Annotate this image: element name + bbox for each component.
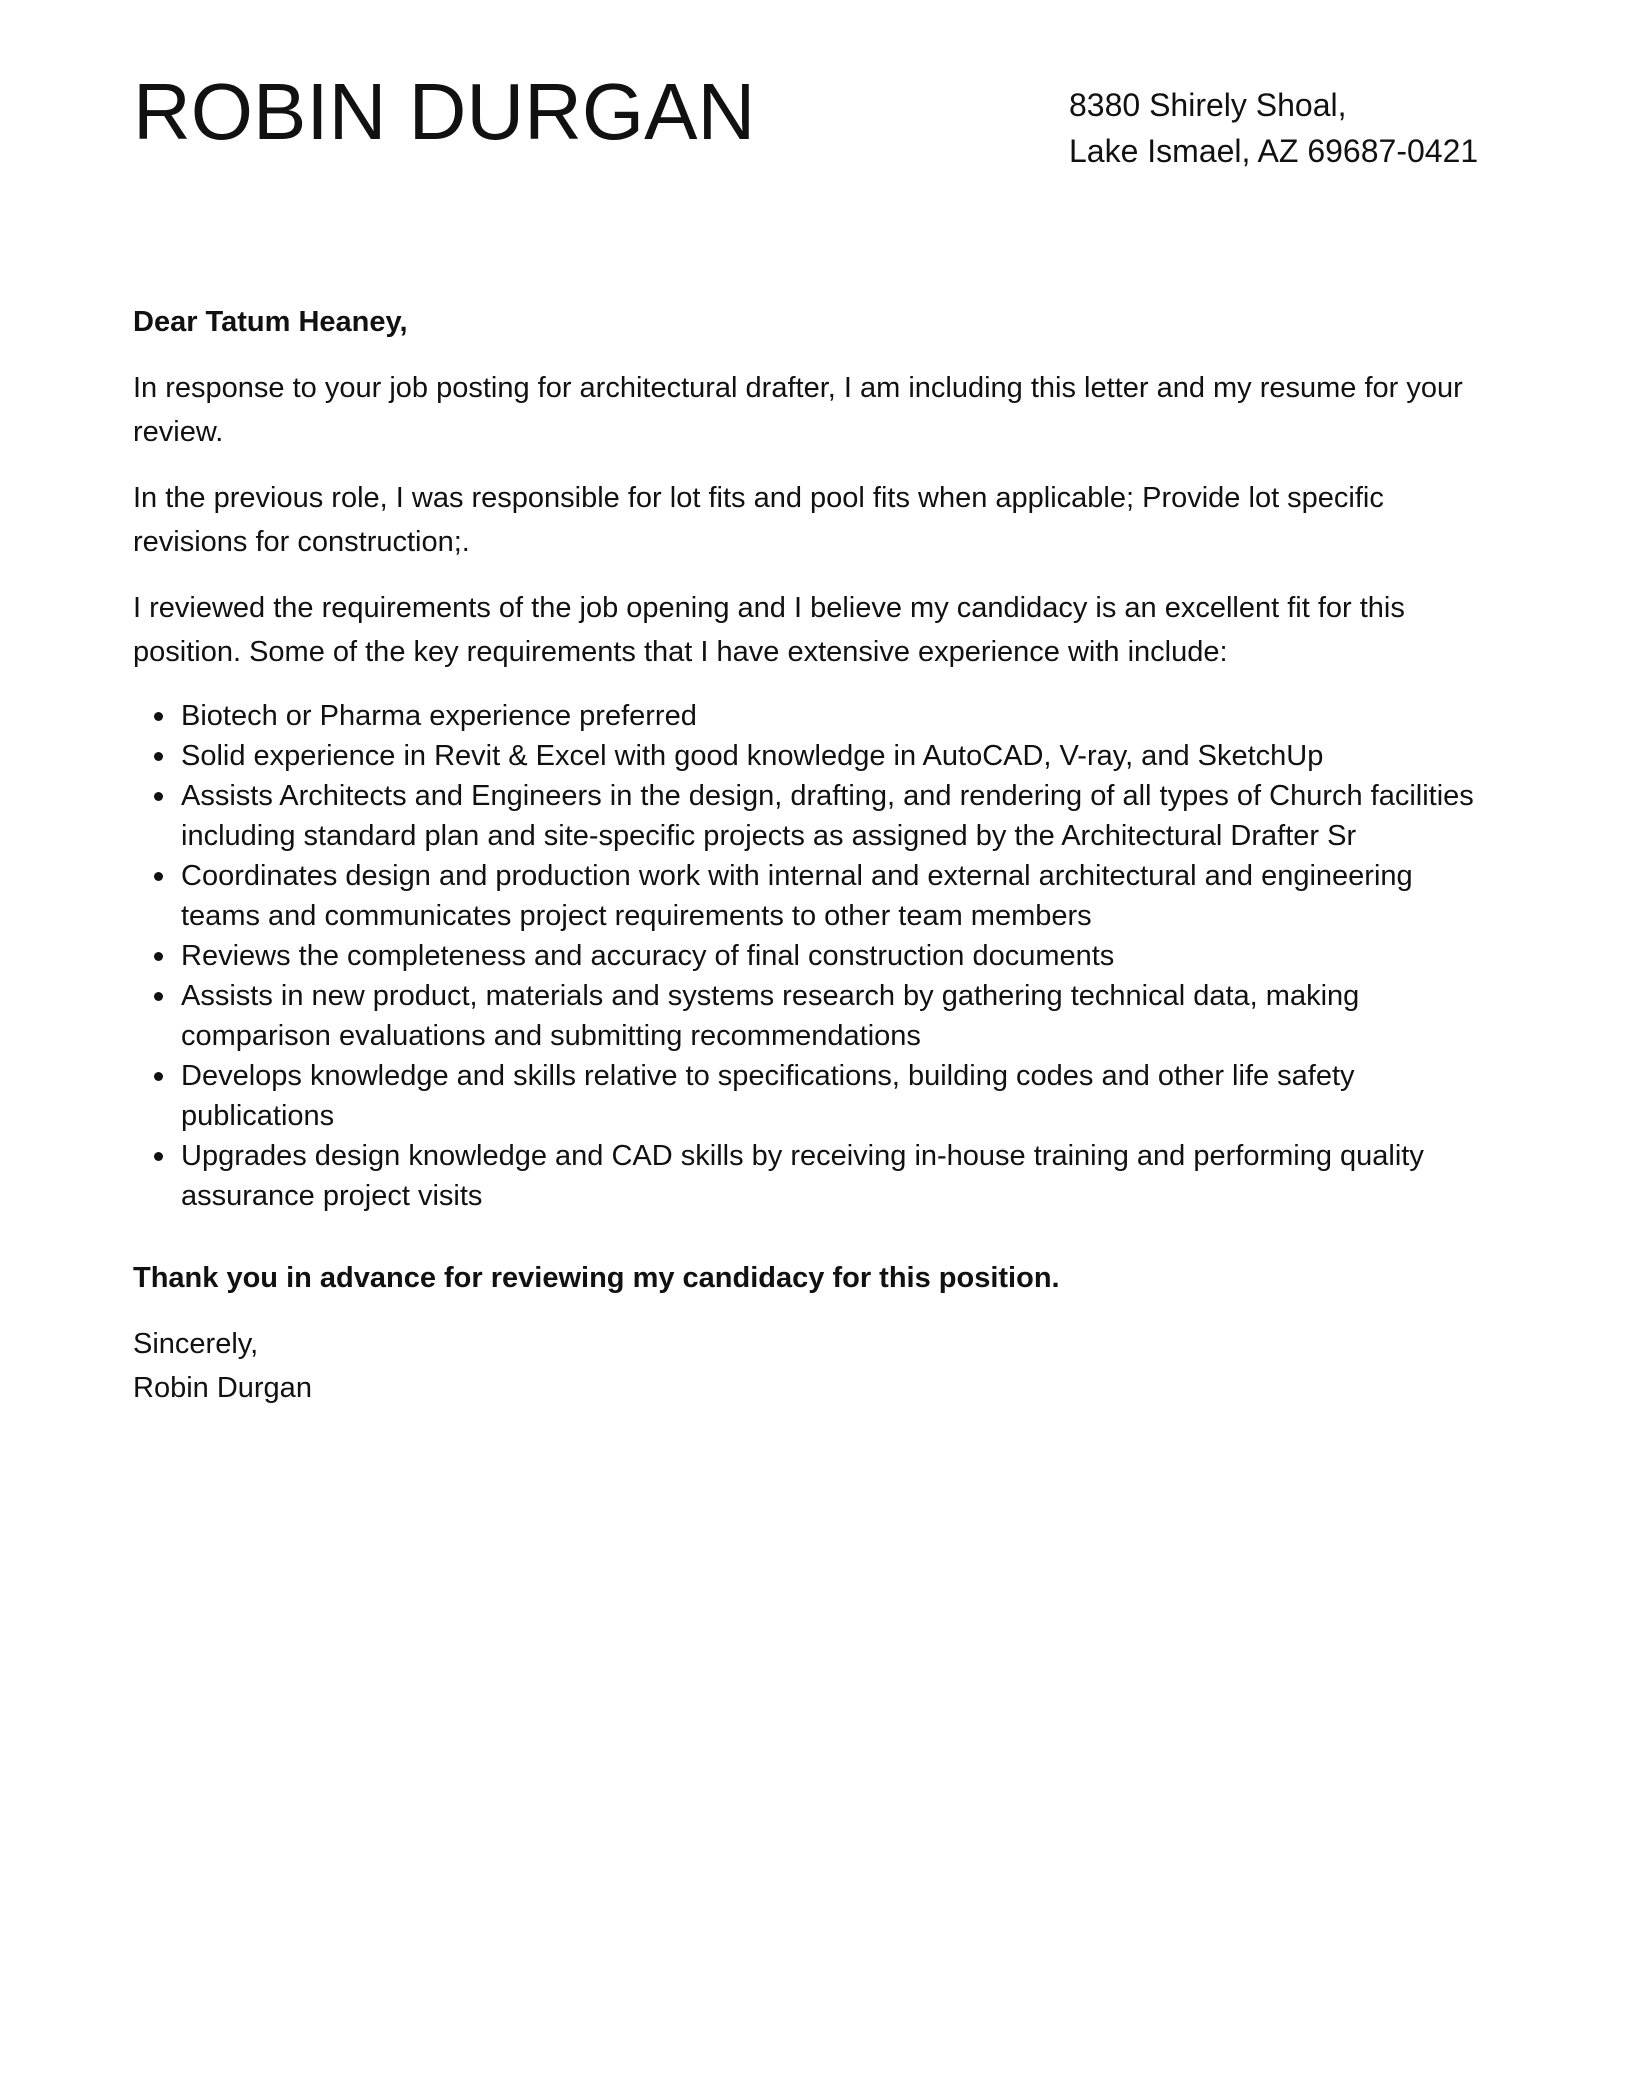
list-item-text: Biotech or Pharma experience preferred <box>181 700 697 732</box>
applicant-address <box>1069 82 1478 174</box>
list-item <box>181 776 1493 856</box>
bullet-icon <box>154 792 163 801</box>
paragraph-intro: In response to your job posting for architectural drafter, I am including this letter and my resume for your review. <box>133 372 1463 448</box>
sign-off-salutation: Sincerely, <box>133 1328 259 1360</box>
list-item-text: Develops knowledge and skills relative to specifications, building codes and other life safety publications <box>181 1060 1355 1132</box>
list-item <box>181 856 1493 936</box>
sign-off <box>133 1322 1493 1410</box>
bullet-icon <box>154 992 163 1001</box>
applicant-name: ROBIN DURGAN <box>133 67 756 156</box>
requirements-list <box>133 696 1493 1216</box>
bullet-icon <box>154 872 163 881</box>
bullet-icon <box>154 1152 163 1161</box>
list-item-text: Assists in new product, materials and systems research by gathering technical data, making comparison evaluations and submitting recommendations <box>181 980 1360 1052</box>
bullet-icon <box>154 952 163 961</box>
list-item <box>181 1056 1493 1136</box>
list-item-text: Coordinates design and production work with internal and external architectural and engineering teams and communicates project requirements to other team members <box>181 860 1413 932</box>
list-item <box>181 696 1493 736</box>
bullet-icon <box>154 1072 163 1081</box>
list-item-text: Assists Architects and Engineers in the design, drafting, and rendering of all types of Church facilities including standard plan and site-specific projects as assigned by the Architectural Drafter Sr <box>181 780 1474 852</box>
list-item <box>181 976 1493 1056</box>
list-item <box>181 1136 1493 1216</box>
closing-statement: Thank you in advance for reviewing my candidacy for this position. <box>133 1262 1060 1294</box>
list-item-text: Solid experience in Revit & Excel with good knowledge in AutoCAD, V-ray, and SketchUp <box>181 740 1324 772</box>
list-item-text: Upgrades design knowledge and CAD skills by receiving in-house training and performing quality assurance project visits <box>181 1140 1424 1212</box>
list-item-text: Reviews the completeness and accuracy of final construction documents <box>181 940 1115 972</box>
paragraph-requirements-lead: I reviewed the requirements of the job opening and I believe my candidacy is an excellent fit for this position. Some of the key requirements that I have extensive experience with include: <box>133 592 1405 668</box>
list-item <box>181 936 1493 976</box>
address-line-2: Lake Ismael, AZ 69687-0421 <box>1069 133 1479 169</box>
letter-body <box>133 300 1493 1410</box>
bullet-icon <box>154 752 163 761</box>
list-item <box>181 736 1493 776</box>
paragraph-previous-role: In the previous role, I was responsible for lot fits and pool fits when applicable; Provide lot specific revisions for construction;. <box>133 482 1384 558</box>
signature-name: Robin Durgan <box>133 1372 312 1404</box>
bullet-icon <box>154 712 163 721</box>
greeting: Dear Tatum Heaney, <box>133 306 408 338</box>
address-line-1: 8380 Shirely Shoal, <box>1069 87 1347 123</box>
